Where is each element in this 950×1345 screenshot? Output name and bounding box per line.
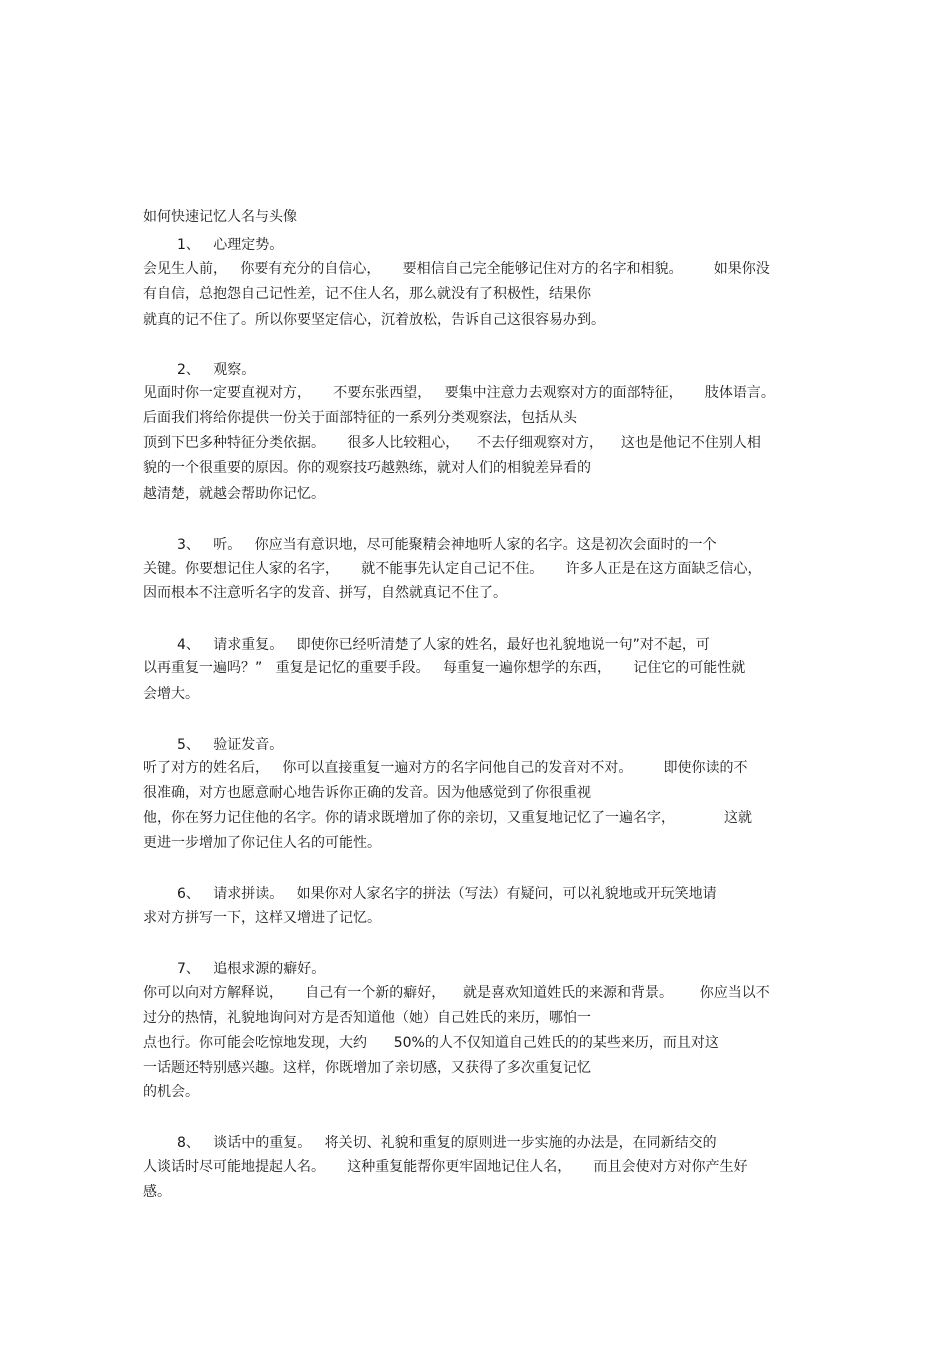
paragraph-line: 关键。你要想记住人家的名字， 就不能事先认定自己记不住。 许多人正是在这方面缺乏信心， — [143, 561, 762, 577]
section-heading-2: 2、 观察。 — [177, 362, 256, 378]
section-heading-1: 1、 心理定势。 — [177, 237, 284, 253]
paragraph-line: 一话题还特别感兴趣。这样，你既增加了亲切感，又获得了多次重复记忆 — [143, 1060, 591, 1076]
paragraph-line: 越清楚，就越会帮助你记忆。 — [143, 486, 325, 502]
paragraph-line: 听了对方的姓名后， 你可以直接重复一遍对方的名字问他自己的发音对不对。 即使你读的不 — [143, 760, 748, 776]
paragraph-line: 他，你在努力记住他的名字。你的请求既增加了你的亲切，又重复地记忆了一遍名字， 这就 — [143, 810, 752, 826]
section-heading-8: 8、 谈话中的重复。 将关切、礼貌和重复的原则进一步实施的办法是，在同新结交的 — [177, 1135, 717, 1151]
paragraph-line: 有自信，总抱怨自己记性差，记不住人名，那么就没有了积极性，结果你 — [143, 286, 591, 302]
paragraph-line: 以再重复一遍吗？” 重复是记忆的重要手段。 每重复一遍你想学的东西， 记住它的可能性就 — [143, 660, 746, 676]
paragraph-line: 过分的热情，礼貌地询问对方是否知道他（她）自己姓氏的来历，哪怕一 — [143, 1010, 591, 1026]
paragraph-line: 因而根本不注意听名字的发音、拼写，自然就真记不住了。 — [143, 585, 507, 601]
paragraph-line: 貌的一个很重要的原因。你的观察技巧越熟练，就对人们的相貌差异看的 — [143, 460, 591, 476]
section-heading-4: 4、 请求重复。 即使你已经听清楚了人家的姓名，最好也礼貌地说一句”对不起，可 — [177, 637, 710, 653]
paragraph-line: 你可以向对方解释说， 自己有一个新的癖好， 就是喜欢知道姓氏的来源和背景。 你应当以不 — [143, 985, 770, 1001]
paragraph-line: 见面时你一定要直视对方， 不要东张西望， 要集中注意力去观察对方的面部特征， 肢体语言。 — [143, 385, 775, 401]
document-title: 如何快速记忆人名与头像 — [143, 209, 297, 225]
paragraph-line: 人谈话时尽可能地提起人名。 这种重复能帮你更牢固地记住人名， 而且会使对方对你产生好 — [143, 1159, 748, 1175]
paragraph-line: 点也行。你可能会吃惊地发现，大约 50%的人不仅知道自己姓氏的的某些来历，而且对这 — [143, 1035, 719, 1051]
section-heading-5: 5、 验证发音。 — [177, 737, 284, 753]
paragraph-line: 的机会。 — [143, 1084, 199, 1100]
paragraph-line: 后面我们将给你提供一份关于面部特征的一系列分类观察法，包括从头 — [143, 410, 577, 426]
paragraph-line: 求对方拼写一下，这样又增进了记忆。 — [143, 910, 381, 926]
paragraph-line: 很准确，对方也愿意耐心地告诉你正确的发音。因为他感觉到了你很重视 — [143, 785, 591, 801]
paragraph-line: 会见生人前， 你要有充分的自信心， 要相信自己完全能够记住对方的名字和相貌。 如果你没 — [143, 261, 770, 277]
section-heading-6: 6、 请求拼读。 如果你对人家名字的拼法（写法）有疑问，可以礼貌地或开玩笑地请 — [177, 886, 717, 902]
paragraph-line: 会增大。 — [143, 686, 199, 702]
paragraph-line: 更进一步增加了你记住人名的可能性。 — [143, 835, 381, 851]
paragraph-line: 就真的记不住了。所以你要坚定信心，沉着放松，告诉自己这很容易办到。 — [143, 312, 605, 328]
section-heading-3: 3、 听。 你应当有意识地，尽可能聚精会神地听人家的名字。这是初次会面时的一个 — [177, 537, 717, 553]
paragraph-line: 感。 — [143, 1184, 171, 1200]
paragraph-line: 顶到下巴多种特征分类依据。 很多人比较粗心， 不去仔细观察对方， 这也是他记不住别人相 — [143, 435, 761, 451]
section-heading-7: 7、 追根求源的癖好。 — [177, 961, 326, 977]
